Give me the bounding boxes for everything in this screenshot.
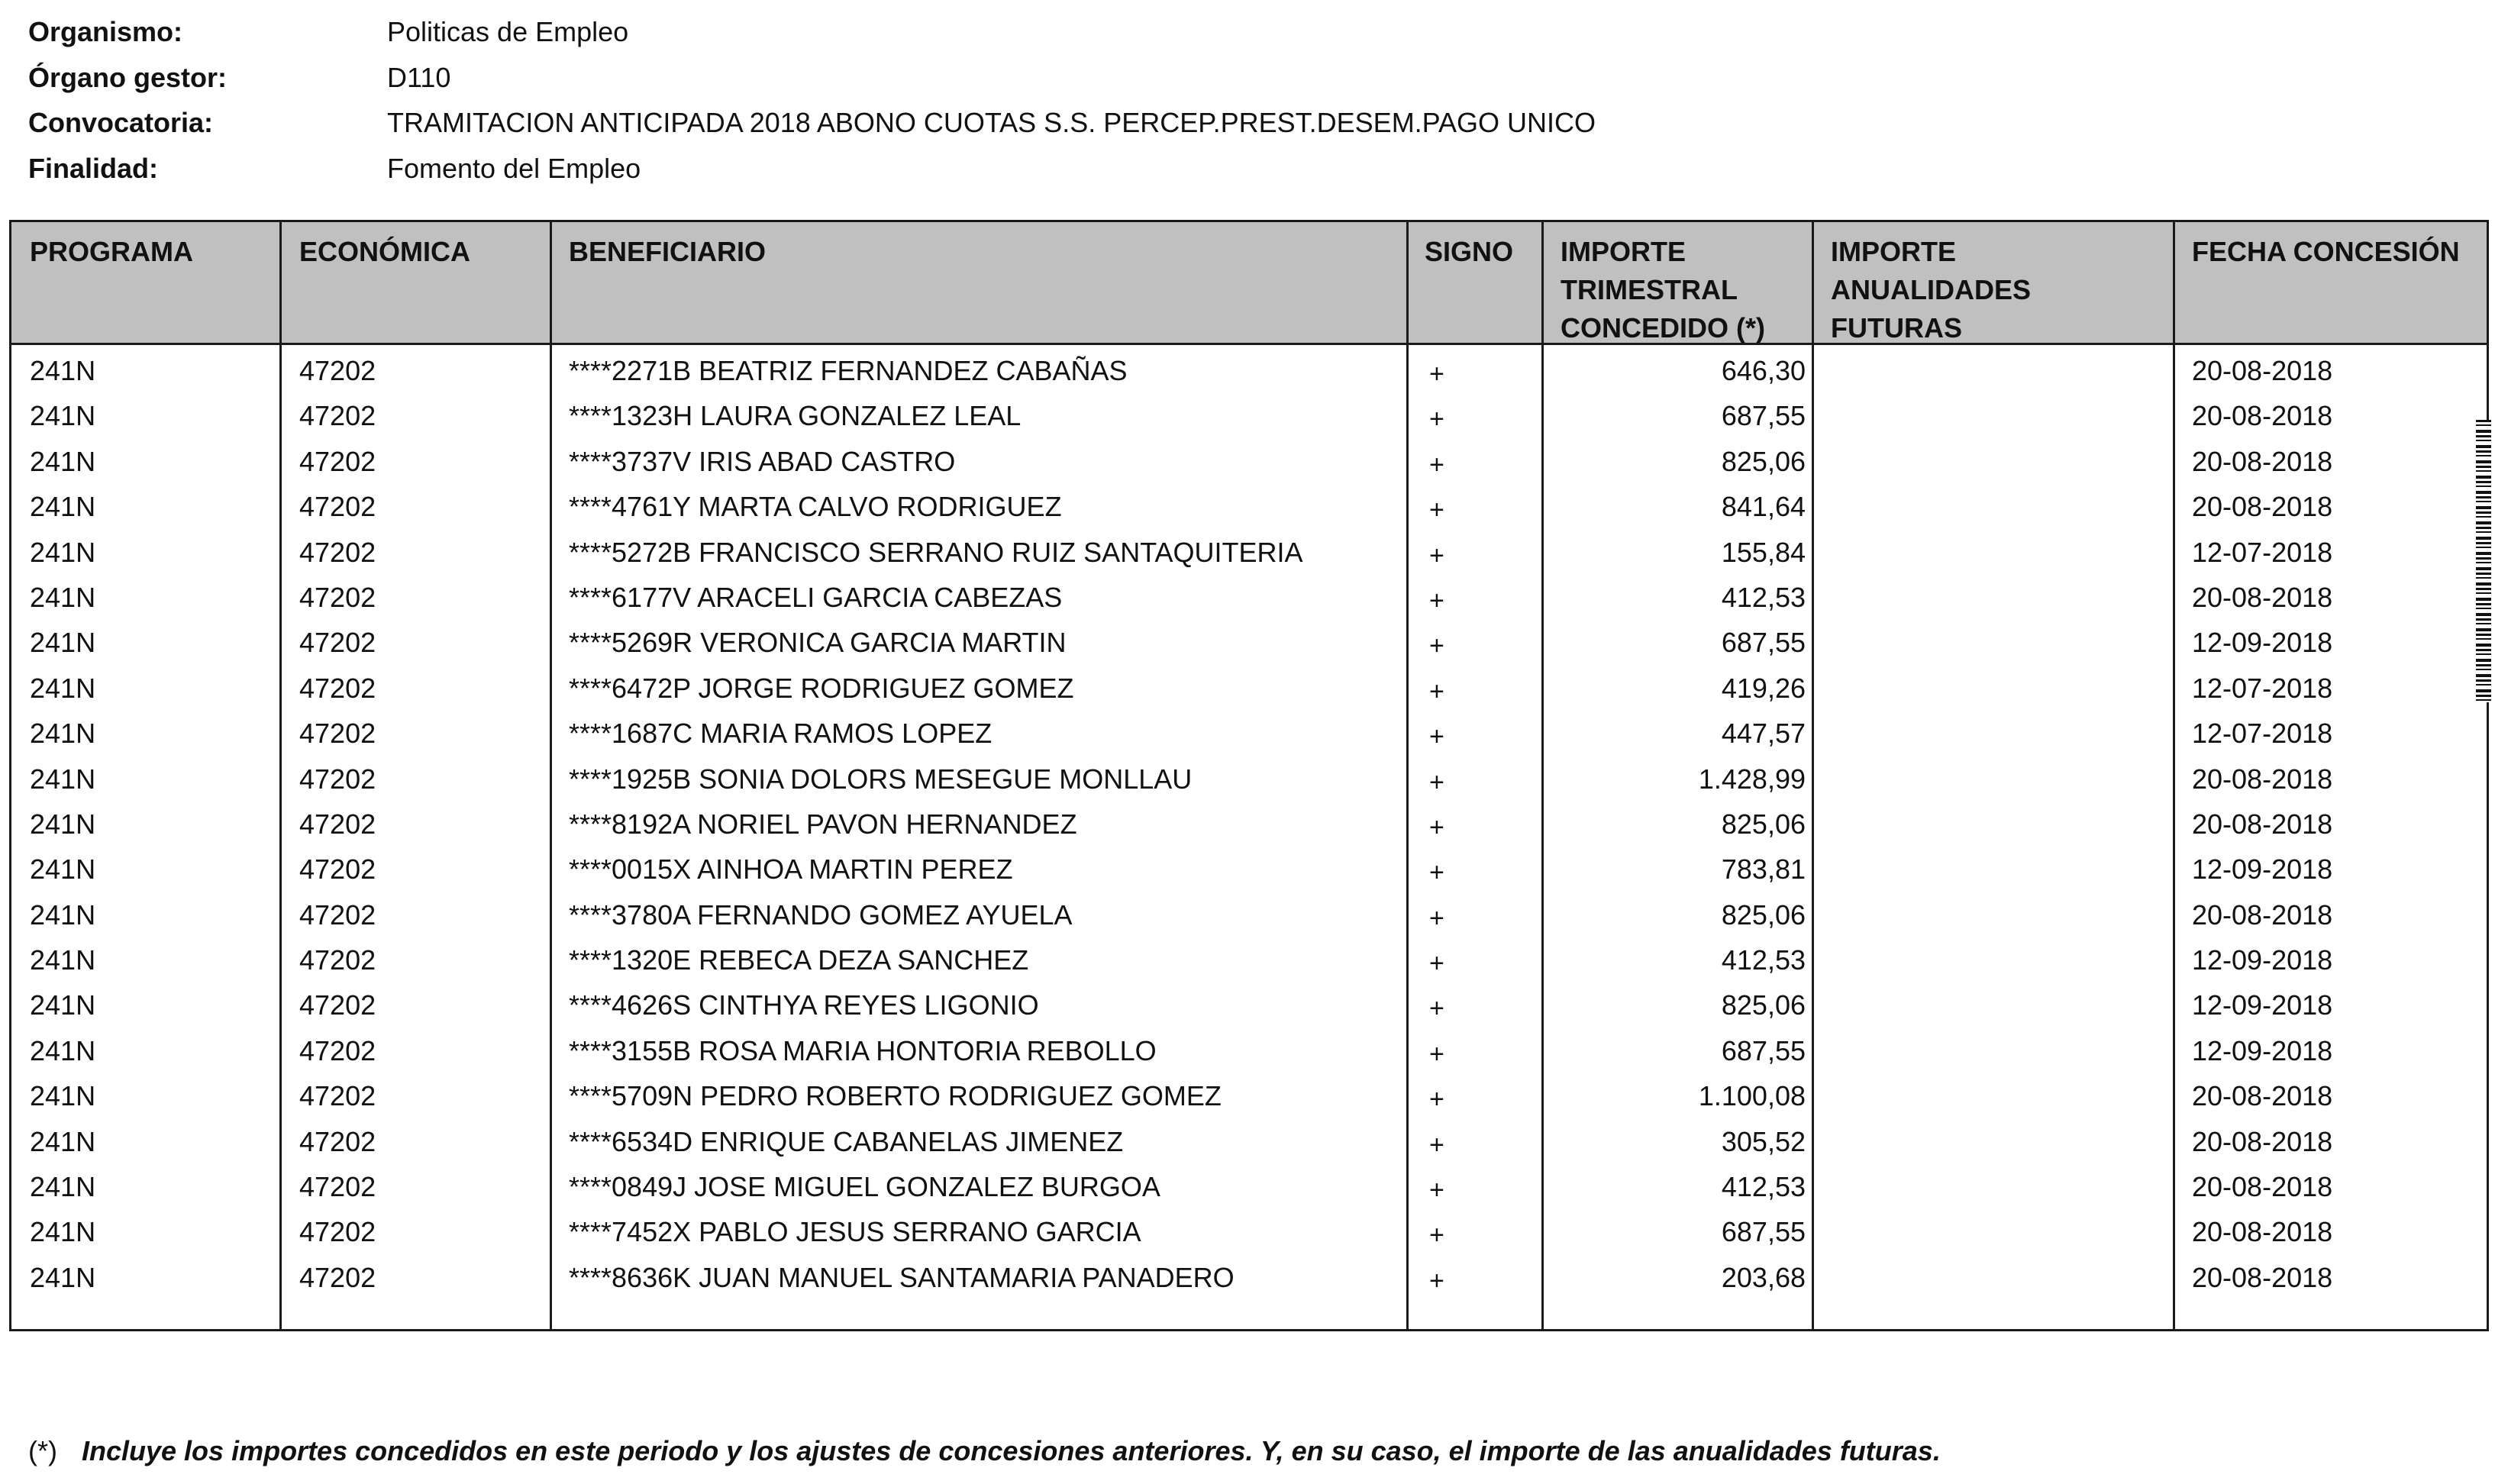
cell-importe: 447,57 — [1721, 718, 1806, 750]
header-beneficiario: BENEFICIARIO — [569, 236, 767, 267]
header-importe-line2: TRIMESTRAL — [1561, 274, 1738, 305]
cell-signo: + — [1429, 1176, 1444, 1205]
table-body — [11, 352, 2487, 1304]
cell-beneficiario: ****0849J JOSE MIGUEL GONZALEZ BURGOA — [569, 1171, 1160, 1203]
cell-economica: 47202 — [299, 944, 376, 976]
table-row — [11, 760, 2487, 805]
organismo-value: Politicas de Empleo — [387, 16, 629, 47]
cell-beneficiario: ****6534D ENRIQUE CABANELAS JIMENEZ — [569, 1125, 1124, 1157]
header-importe-anualidades — [1831, 233, 2031, 347]
table-row — [11, 1259, 2487, 1304]
cell-fecha: 12-09-2018 — [2192, 1034, 2333, 1066]
cell-signo: + — [1429, 495, 1444, 525]
document-header — [28, 11, 1596, 192]
cell-beneficiario: ****4626S CINTHYA REYES LIGONIO — [569, 989, 1039, 1021]
cell-importe: 203,68 — [1721, 1261, 1806, 1293]
cell-fecha: 20-08-2018 — [2192, 1216, 2333, 1248]
cell-beneficiario: ****8636K JUAN MANUEL SANTAMARIA PANADERO — [569, 1261, 1235, 1293]
cell-fecha: 20-08-2018 — [2192, 1261, 2333, 1293]
cell-fecha: 20-08-2018 — [2192, 491, 2333, 523]
cell-fecha: 20-08-2018 — [2192, 355, 2333, 386]
cell-fecha: 20-08-2018 — [2192, 400, 2333, 432]
cell-beneficiario: ****3155B ROSA MARIA HONTORIA REBOLLO — [569, 1034, 1157, 1066]
footnote-text: Incluye los importes concedidos en este periodo y los ajustes de concesiones anteriores. Y, en su caso, el importe de las anualidades futuras. — [82, 1435, 1941, 1466]
cell-beneficiario: ****0015X AINHOA MARTIN PEREZ — [569, 853, 1013, 886]
cell-signo: + — [1429, 1266, 1444, 1295]
cell-economica: 47202 — [299, 898, 376, 931]
cell-programa: 241N — [30, 989, 96, 1021]
cell-importe: 419,26 — [1721, 672, 1806, 704]
cell-signo: + — [1429, 722, 1444, 752]
cell-beneficiario: ****5272B FRANCISCO SERRANO RUIZ SANTAQUITERIA — [569, 536, 1303, 568]
organo-gestor-row — [28, 56, 1596, 102]
organismo-label: Organismo: — [28, 16, 183, 47]
table-row — [11, 534, 2487, 579]
cell-importe: 687,55 — [1721, 627, 1806, 659]
cell-programa: 241N — [30, 763, 96, 795]
cell-programa: 241N — [30, 355, 96, 386]
cell-programa: 241N — [30, 1080, 96, 1112]
convocatoria-row — [28, 102, 1596, 147]
cell-economica: 47202 — [299, 763, 376, 795]
table-row — [11, 850, 2487, 895]
cell-programa: 241N — [30, 898, 96, 931]
cell-economica: 47202 — [299, 989, 376, 1021]
finalidad-value: Fomento del Empleo — [387, 152, 641, 184]
cell-economica: 47202 — [299, 1216, 376, 1248]
cell-economica: 47202 — [299, 400, 376, 432]
table-row — [11, 397, 2487, 442]
footnote-mark: (*) — [28, 1435, 57, 1466]
header-importe-line1: IMPORTE — [1561, 236, 1686, 267]
cell-economica: 47202 — [299, 853, 376, 886]
cell-programa: 241N — [30, 627, 96, 659]
header-importe-trimestral — [1561, 233, 1765, 347]
cell-fecha: 20-08-2018 — [2192, 445, 2333, 477]
cell-signo: + — [1429, 586, 1444, 615]
cell-fecha: 20-08-2018 — [2192, 1171, 2333, 1203]
cell-beneficiario: ****3780A FERNANDO GOMEZ AYUELA — [569, 898, 1073, 931]
cell-signo: + — [1429, 858, 1444, 888]
header-signo: SIGNO — [1425, 236, 1514, 267]
cell-economica: 47202 — [299, 536, 376, 568]
cell-importe: 687,55 — [1721, 1034, 1806, 1066]
footnote — [28, 1435, 1941, 1467]
table-row — [11, 1213, 2487, 1258]
cell-programa: 241N — [30, 536, 96, 568]
cell-beneficiario: ****1320E REBECA DEZA SANCHEZ — [569, 944, 1029, 976]
cell-programa: 241N — [30, 1171, 96, 1203]
table-row — [11, 715, 2487, 760]
table-row — [11, 986, 2487, 1031]
cell-importe: 825,06 — [1721, 989, 1806, 1021]
organo-gestor-value: D110 — [387, 61, 451, 93]
cell-economica: 47202 — [299, 1080, 376, 1112]
table-header — [11, 222, 2487, 345]
cell-beneficiario: ****1925B SONIA DOLORS MESEGUE MONLLAU — [569, 763, 1193, 795]
organo-gestor-label: Órgano gestor: — [28, 61, 228, 93]
cell-importe: 841,64 — [1721, 491, 1806, 523]
cell-programa: 241N — [30, 672, 96, 704]
header-programa: PROGRAMA — [30, 236, 193, 267]
cell-fecha: 12-09-2018 — [2192, 989, 2333, 1021]
barcode-icon — [2476, 420, 2491, 702]
cell-fecha: 12-07-2018 — [2192, 718, 2333, 750]
organismo-row — [28, 11, 1596, 56]
cell-importe: 305,52 — [1721, 1125, 1806, 1157]
header-anualidades-line1: IMPORTE — [1831, 236, 1957, 267]
finalidad-row — [28, 147, 1596, 193]
cell-programa: 241N — [30, 808, 96, 840]
table-row — [11, 579, 2487, 624]
cell-fecha: 20-08-2018 — [2192, 1080, 2333, 1112]
cell-economica: 47202 — [299, 627, 376, 659]
cell-beneficiario: ****2271B BEATRIZ FERNANDEZ CABAÑAS — [569, 355, 1128, 386]
cell-signo: + — [1429, 405, 1444, 434]
cell-programa: 241N — [30, 1034, 96, 1066]
cell-signo: + — [1429, 994, 1444, 1024]
cell-beneficiario: ****1687C MARIA RAMOS LOPEZ — [569, 718, 993, 750]
table-row — [11, 352, 2487, 397]
cell-programa: 241N — [30, 1216, 96, 1248]
table-row — [11, 805, 2487, 850]
cell-beneficiario: ****5269R VERONICA GARCIA MARTIN — [569, 627, 1067, 659]
cell-fecha: 20-08-2018 — [2192, 581, 2333, 613]
cell-importe: 1.428,99 — [1698, 763, 1806, 795]
cell-fecha: 12-09-2018 — [2192, 944, 2333, 976]
cell-programa: 241N — [30, 853, 96, 886]
cell-signo: + — [1429, 450, 1444, 479]
table-row — [11, 488, 2487, 533]
cell-beneficiario: ****4761Y MARTA CALVO RODRIGUEZ — [569, 491, 1062, 523]
cell-fecha: 20-08-2018 — [2192, 1125, 2333, 1157]
cell-programa: 241N — [30, 491, 96, 523]
grants-table — [9, 220, 2489, 1331]
cell-importe: 412,53 — [1721, 1171, 1806, 1203]
cell-signo: + — [1429, 1130, 1444, 1160]
cell-economica: 47202 — [299, 445, 376, 477]
table-row — [11, 1032, 2487, 1077]
cell-signo: + — [1429, 1039, 1444, 1069]
cell-signo: + — [1429, 767, 1444, 797]
cell-importe: 687,55 — [1721, 1216, 1806, 1248]
cell-economica: 47202 — [299, 808, 376, 840]
cell-beneficiario: ****3737V IRIS ABAD CASTRO — [569, 445, 956, 477]
convocatoria-label: Convocatoria: — [28, 107, 214, 138]
header-importe-line3: CONCEDIDO (*) — [1561, 312, 1765, 344]
cell-economica: 47202 — [299, 581, 376, 613]
cell-economica: 47202 — [299, 1034, 376, 1066]
cell-importe: 155,84 — [1721, 536, 1806, 568]
cell-economica: 47202 — [299, 1171, 376, 1203]
cell-importe: 783,81 — [1721, 853, 1806, 886]
cell-importe: 646,30 — [1721, 355, 1806, 386]
cell-programa: 241N — [30, 400, 96, 432]
table-row — [11, 443, 2487, 488]
cell-fecha: 12-09-2018 — [2192, 853, 2333, 886]
cell-beneficiario: ****7452X PABLO JESUS SERRANO GARCIA — [569, 1216, 1141, 1248]
cell-fecha: 12-07-2018 — [2192, 536, 2333, 568]
header-economica: ECONÓMICA — [299, 236, 470, 267]
cell-signo: + — [1429, 903, 1444, 933]
cell-fecha: 20-08-2018 — [2192, 898, 2333, 931]
table-row — [11, 1168, 2487, 1213]
cell-economica: 47202 — [299, 672, 376, 704]
cell-programa: 241N — [30, 445, 96, 477]
convocatoria-value: TRAMITACION ANTICIPADA 2018 ABONO CUOTAS S.S. PERCEP.PREST.DESEM.PAGO UNICO — [387, 107, 1596, 138]
finalidad-label: Finalidad: — [28, 152, 158, 184]
cell-economica: 47202 — [299, 355, 376, 386]
cell-economica: 47202 — [299, 491, 376, 523]
cell-signo: + — [1429, 540, 1444, 570]
cell-economica: 47202 — [299, 1125, 376, 1157]
cell-programa: 241N — [30, 1261, 96, 1293]
cell-importe: 825,06 — [1721, 898, 1806, 931]
cell-signo: + — [1429, 949, 1444, 979]
cell-beneficiario: ****6177V ARACELI GARCIA CABEZAS — [569, 581, 1063, 613]
table-row — [11, 1123, 2487, 1168]
cell-importe: 412,53 — [1721, 581, 1806, 613]
cell-signo: + — [1429, 1221, 1444, 1250]
cell-importe: 825,06 — [1721, 445, 1806, 477]
cell-beneficiario: ****8192A NORIEL PAVON HERNANDEZ — [569, 808, 1077, 840]
cell-signo: + — [1429, 676, 1444, 706]
cell-programa: 241N — [30, 718, 96, 750]
header-anualidades-line2: ANUALIDADES — [1831, 274, 2032, 305]
table-row — [11, 941, 2487, 986]
cell-importe: 1.100,08 — [1698, 1080, 1806, 1112]
table-row — [11, 624, 2487, 669]
cell-importe: 412,53 — [1721, 944, 1806, 976]
header-anualidades-line3: FUTURAS — [1831, 312, 1962, 344]
cell-importe: 825,06 — [1721, 808, 1806, 840]
cell-programa: 241N — [30, 944, 96, 976]
cell-fecha: 20-08-2018 — [2192, 763, 2333, 795]
cell-programa: 241N — [30, 1125, 96, 1157]
cell-signo: + — [1429, 812, 1444, 842]
table-row — [11, 896, 2487, 941]
cell-beneficiario: ****6472P JORGE RODRIGUEZ GOMEZ — [569, 672, 1074, 704]
cell-fecha: 12-09-2018 — [2192, 627, 2333, 659]
cell-signo: + — [1429, 360, 1444, 389]
cell-signo: + — [1429, 631, 1444, 661]
cell-economica: 47202 — [299, 1261, 376, 1293]
header-fecha-concesion: FECHA CONCESIÓN — [2192, 236, 2460, 267]
cell-signo: + — [1429, 1085, 1444, 1115]
cell-programa: 241N — [30, 581, 96, 613]
cell-importe: 687,55 — [1721, 400, 1806, 432]
cell-economica: 47202 — [299, 718, 376, 750]
cell-beneficiario: ****1323H LAURA GONZALEZ LEAL — [569, 400, 1022, 432]
table-row — [11, 1077, 2487, 1122]
cell-fecha: 20-08-2018 — [2192, 808, 2333, 840]
cell-fecha: 12-07-2018 — [2192, 672, 2333, 704]
table-row — [11, 669, 2487, 715]
cell-beneficiario: ****5709N PEDRO ROBERTO RODRIGUEZ GOMEZ — [569, 1080, 1222, 1112]
